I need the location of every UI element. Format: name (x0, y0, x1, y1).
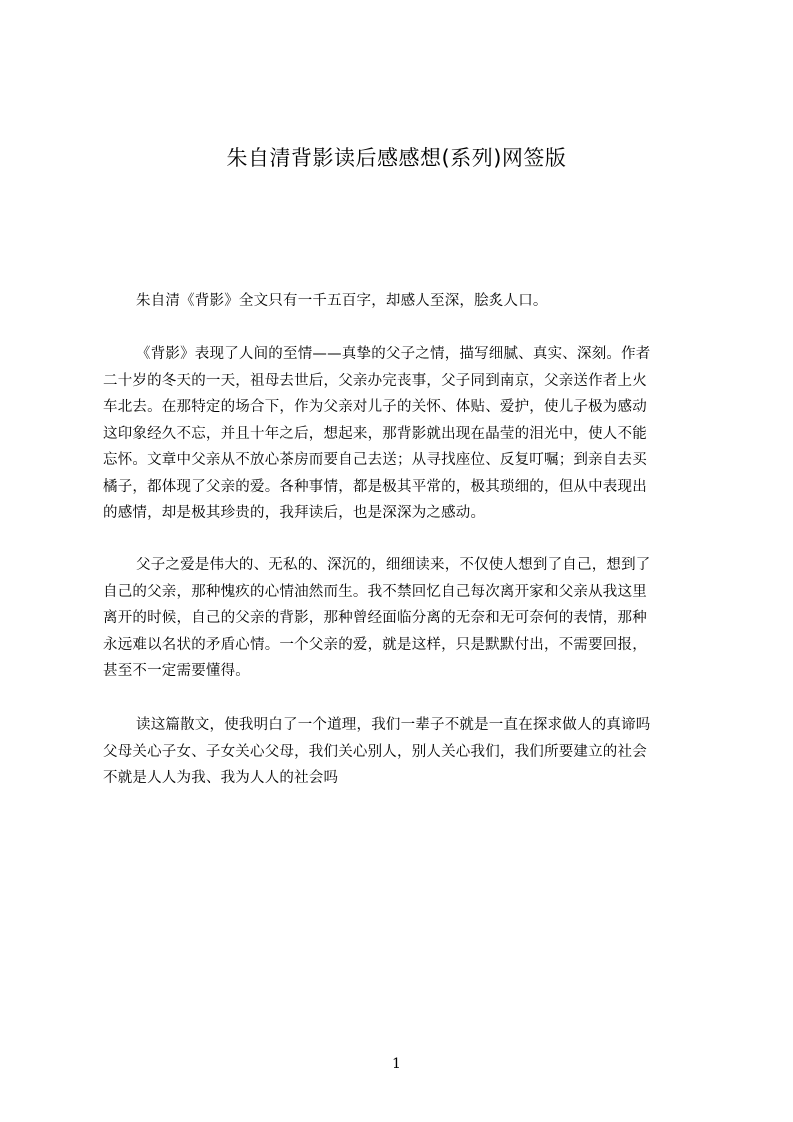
paragraph-line: 不就是人人为我、我为人人的社会吗 (103, 770, 339, 786)
paragraph-1 (103, 288, 703, 315)
paragraph-line: 忘怀。文章中父亲从不放心茶房而要自己去送；从寻找座位、反复叮嘱；到亲自去买 (103, 452, 647, 468)
paragraph-2 (103, 341, 703, 527)
paragraph-line: 《背影》表现了人间的至情——真挚的父子之情，描写细腻、真实、深刻。作者 (136, 346, 651, 362)
paragraph-line: 朱自清《背影》全文只有一千五百字，却感人至深，脍炙人口。 (136, 293, 548, 309)
paragraph-line: 父子之爱是伟大的、无私的、深沉的，细细读来，不仅使人想到了自己，想到了 (136, 557, 651, 573)
paragraph-line: 的感情，却是极其珍贵的，我拜读后，也是深深为之感动。 (103, 505, 486, 521)
paragraph-3 (103, 552, 703, 685)
paragraph-line: 这印象经久不忘，并且十年之后，想起来，那背影就出现在晶莹的泪光中，使人不能 (103, 425, 647, 442)
paragraph-line: 永远难以名状的矛盾心情。一个父亲的爱，就是这样，只是默默付出，不需要回报， (103, 636, 647, 653)
paragraph-line: 读这篇散文，使我明白了一个道理，我们一辈子不就是一直在探求做人的真谛吗 (136, 717, 651, 733)
paragraph-line: 甚至不一定需要懂得。 (103, 663, 250, 679)
paragraph-line: 车北去。在那特定的场合下，作为父亲对儿子的关怀、体贴、爱护，使儿子极为感动 (103, 399, 647, 415)
paragraph-4 (103, 712, 703, 792)
page-number: 1 (392, 1056, 401, 1072)
paragraph-line: 二十岁的冬天的一天，祖母去世后，父亲办完丧事，父子同到南京，父亲送作者上火 (103, 372, 647, 389)
paragraph-line: 自己的父亲，那种愧疚的心情油然而生。我不禁回忆自己每次离开家和父亲从我这里 (103, 583, 647, 600)
paragraph-line: 父母关心子女、子女关心父母，我们关心别人，别人关心我们，我们所要建立的社会 (103, 743, 647, 760)
paragraph-line: 离开的时候，自己的父亲的背影，那种曾经面临分离的无奈和无可奈何的表情，那种 (103, 610, 647, 626)
document-title: 朱自清背影读后感感想(系列)网签版 (226, 146, 567, 170)
paragraph-line: 橘子，都体现了父亲的爱。各种事情，都是极其平常的，极其琐细的，但从中表现出 (103, 478, 647, 495)
